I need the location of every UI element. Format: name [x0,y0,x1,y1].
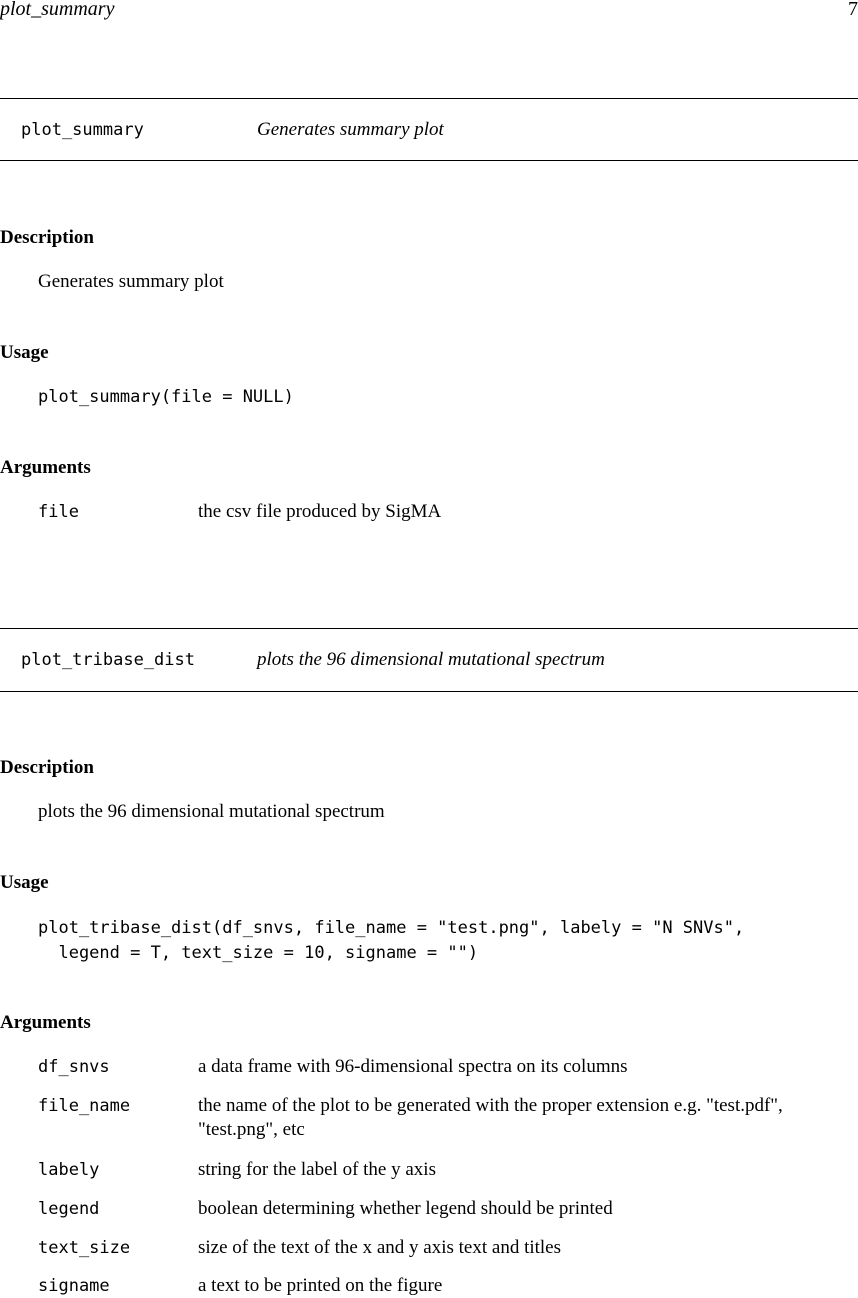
section-heading-description: Description [0,227,94,248]
entry-header-bottom-rule [0,691,858,692]
entry-header-top-rule [0,98,858,99]
argument-name: file [38,502,79,522]
argument-description: the name of the plot to be generated with the proper extension e.g. "test.pdf", "test.png", etc [198,1095,783,1140]
argument-name: df_snvs [38,1057,110,1077]
function-title: plots the 96 dimensional mutational spectrum [257,649,605,670]
argument-name: text_size [38,1238,131,1258]
usage-code-line: plot_summary(file = NULL) [38,387,294,407]
entry-header-top-rule [0,628,858,629]
argument-name: labely [38,1160,100,1180]
section-heading-arguments: Arguments [0,457,91,478]
entry-header-bottom-rule [0,160,858,161]
argument-description: a text to be printed on the figure [198,1275,443,1296]
section-heading-usage: Usage [0,872,49,893]
section-heading-usage: Usage [0,342,49,363]
function-name: plot_summary [21,120,144,140]
argument-name: file_name [38,1096,131,1116]
argument-description: a data frame with 96-dimensional spectra on its columns [198,1056,628,1077]
section-heading-description: Description [0,757,94,778]
function-title: Generates summary plot [257,119,444,140]
usage-code-line: plot_tribase_dist(df_snvs, file_name = "test.png", labely = "N SNVs", [38,918,745,938]
section-heading-arguments: Arguments [0,1012,91,1033]
usage-code-line: legend = T, text_size = 10, signame = "") [38,943,479,963]
argument-name: legend [38,1199,100,1219]
description-text: Generates summary plot [38,271,224,292]
page-number: 7 [848,0,858,20]
function-name: plot_tribase_dist [21,650,195,670]
argument-description: boolean determining whether legend should be printed [198,1198,613,1219]
argument-name: signame [38,1276,110,1296]
description-text: plots the 96 dimensional mutational spectrum [38,801,385,822]
argument-description: string for the label of the y axis [198,1159,436,1180]
running-head-title: plot_summary [0,0,115,20]
argument-description: the csv file produced by SigMA [198,501,442,522]
argument-description: size of the text of the x and y axis text and titles [198,1237,562,1258]
